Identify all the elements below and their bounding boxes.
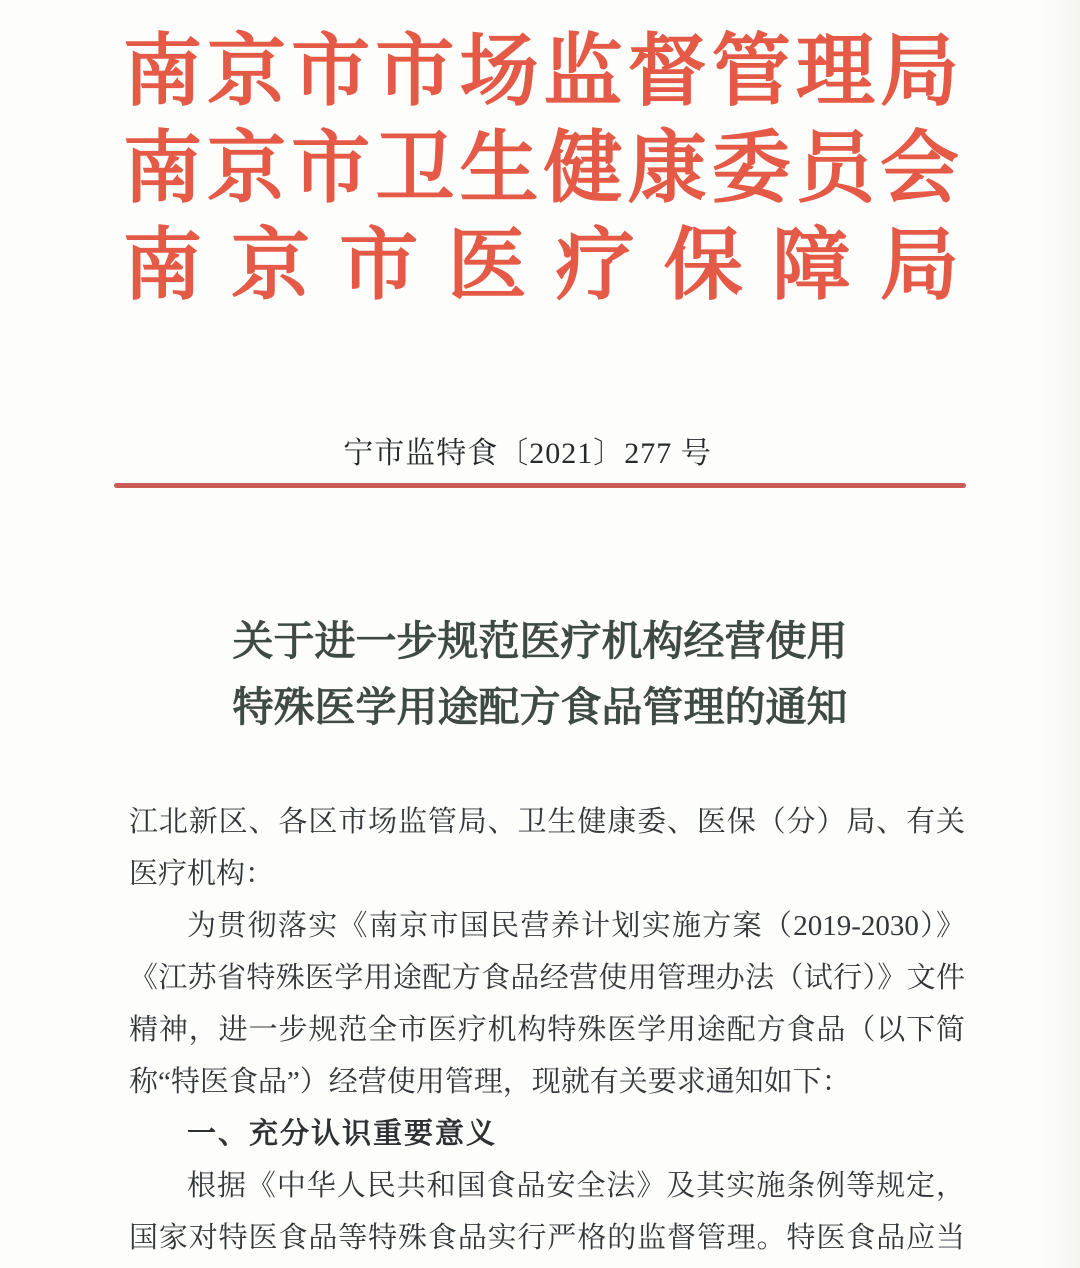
section-1-line-1: 根据《中华人民共和国食品安全法》及其实施条例等规定，: [187, 1170, 965, 1202]
paragraph-line-3: 精神，进一步规范全市医疗机构特殊医学用途配方食品（以下简: [129, 1014, 965, 1046]
notice-title-line-2: 特殊医学用途配方食品管理的通知: [232, 684, 848, 730]
letterhead: [123, 24, 959, 315]
paragraph-line-4: 称“特医食品”）经营使用管理，现就有关要求通知如下：: [129, 1066, 851, 1098]
notice-body: [129, 796, 965, 1264]
paragraph-line-1: 为贯彻落实《南京市国民营养计划实施方案（2019-2030）》: [187, 910, 965, 942]
document-reference-number: 宁市监特食〔2021〕277 号: [343, 437, 712, 470]
section-1-line-2: 国家对特医食品等特殊食品实行严格的监督管理。特医食品应当: [129, 1222, 965, 1254]
red-divider-rule: [114, 483, 966, 488]
agency-name-health-commission: 南京市卫生健康委员会: [123, 126, 959, 213]
notice-title-line-1: 关于进一步规范医疗机构经营使用: [232, 618, 848, 664]
agency-name-market-supervision: 南京市市场监督管理局: [123, 29, 959, 116]
addressee-line-1: 江北新区、各区市场监管局、卫生健康委、医保（分）局、有关: [129, 806, 965, 838]
section-heading-1: 一、充分认识重要意义: [187, 1118, 498, 1150]
paragraph-line-2: 《江苏省特殊医学用途配方食品经营使用管理办法（试行）》文件: [129, 962, 965, 994]
addressee-line-2: 医疗机构：: [129, 858, 275, 890]
agency-name-medical-security: 南京市医疗保障局: [123, 223, 959, 310]
notice-title: [0, 608, 1080, 740]
